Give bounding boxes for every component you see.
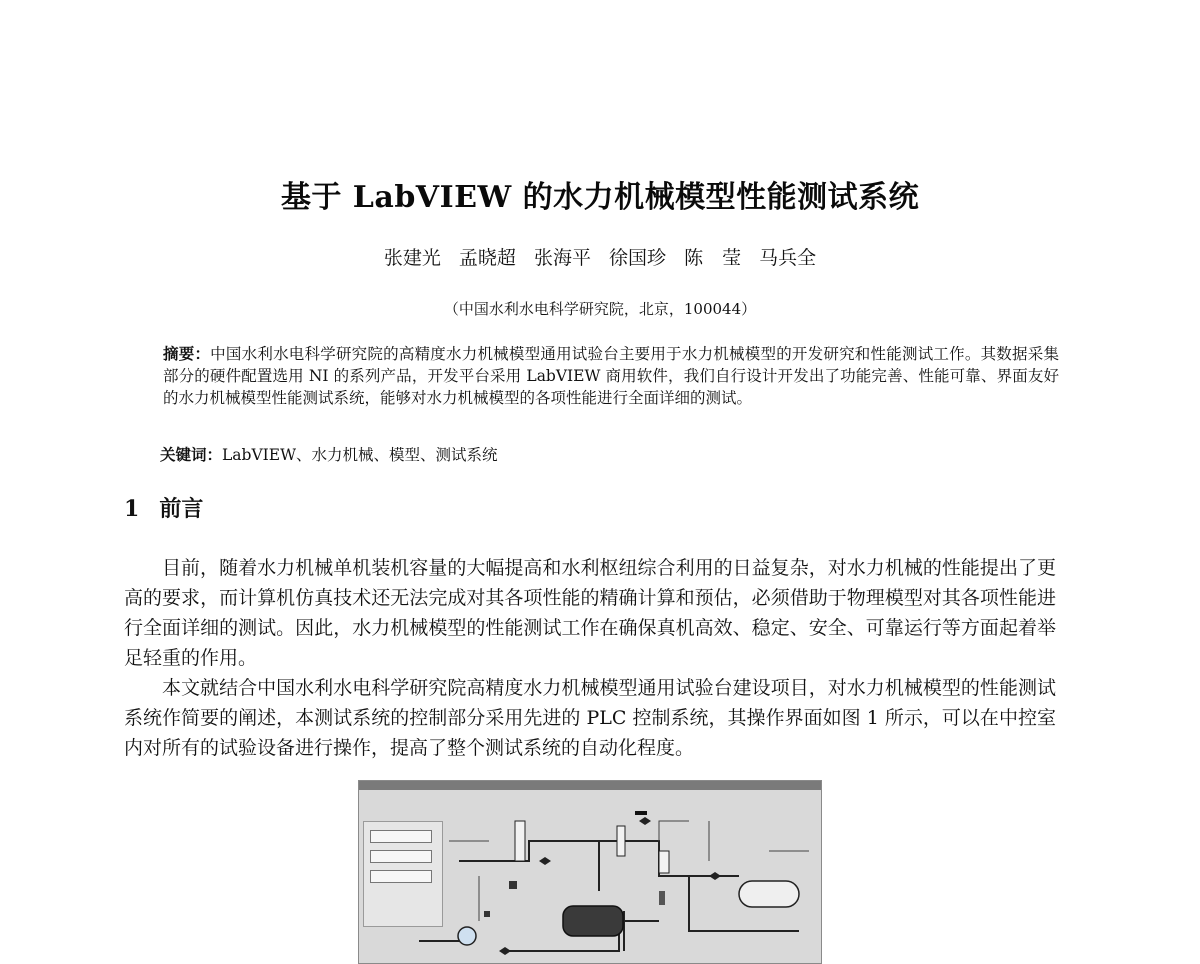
abstract-text: 中国水利水电科学研究院的高精度水力机械模型通用试验台主要用于水力机械模型的开发研究和性能测试工作。其数据采集部分的硬件配置选用 NI 的系列产品，开发平台采用 LabVIEW 商用软件，我们自行设计开发出了功能完善、性能可靠、界面友好的水力机械模型性能测试系统，能够对水力机械模型的各项性能进行全面详细的测试。 — [163, 345, 1059, 407]
paragraph: 本文就结合中国水利水电科学研究院高精度水力机械模型通用试验台建设项目，对水力机械模型的性能测试系统作简要的阐述，本测试系统的控制部分采用先进的 PLC 控制系统，其操作界面如图 1 所示，可以在中控室内对所有的试验设备进行操作，提高了整个测试系统的自动化程度。 — [124, 677, 1056, 759]
section-heading — [124, 492, 203, 523]
keywords-label: 关键词： — [160, 445, 223, 464]
figure-schematic — [359, 781, 821, 963]
tank-shape — [563, 906, 623, 936]
tower-shape — [515, 821, 525, 861]
paragraph: 目前，随着水力机械单机装机容量的大幅提高和水利枢纽综合利用的日益复杂，对水力机械的性能提出了更高的要求，而计算机仿真技术还无法完成对其各项性能的精确计算和预估，必须借助于物理模型对其各项性能进行全面详细的测试。因此，水力机械模型的性能测试工作在确保真机高效、稳定、安全、可靠运行等方面起着举足轻重的作用。 — [124, 557, 1056, 669]
affiliation: （中国水利水电科学研究院，北京，100044） — [443, 300, 757, 318]
vessel-shape — [739, 881, 799, 907]
abstract-label: 摘要： — [163, 344, 211, 363]
pump-shape — [458, 927, 476, 945]
author-name: 马兵全 — [759, 247, 817, 269]
paper-title: 基于 LabVIEW 的水力机械模型性能测试系统 — [280, 180, 920, 215]
author-name: 徐国珍 — [609, 247, 667, 269]
author-name: 陈 莹 — [684, 247, 742, 269]
figure-screenshot — [358, 780, 822, 964]
author-name: 张建光 — [383, 247, 441, 269]
keywords-text: LabVIEW、水力机械、模型、测试系统 — [222, 446, 498, 464]
section-title: 前言 — [159, 496, 204, 522]
author-list — [0, 243, 1200, 270]
keywords — [160, 444, 1060, 466]
author-name: 张海平 — [533, 247, 591, 269]
body-text — [124, 553, 1056, 763]
abstract — [163, 343, 1059, 409]
section-number: 1 — [124, 496, 140, 522]
author-name: 孟晓超 — [458, 247, 516, 269]
